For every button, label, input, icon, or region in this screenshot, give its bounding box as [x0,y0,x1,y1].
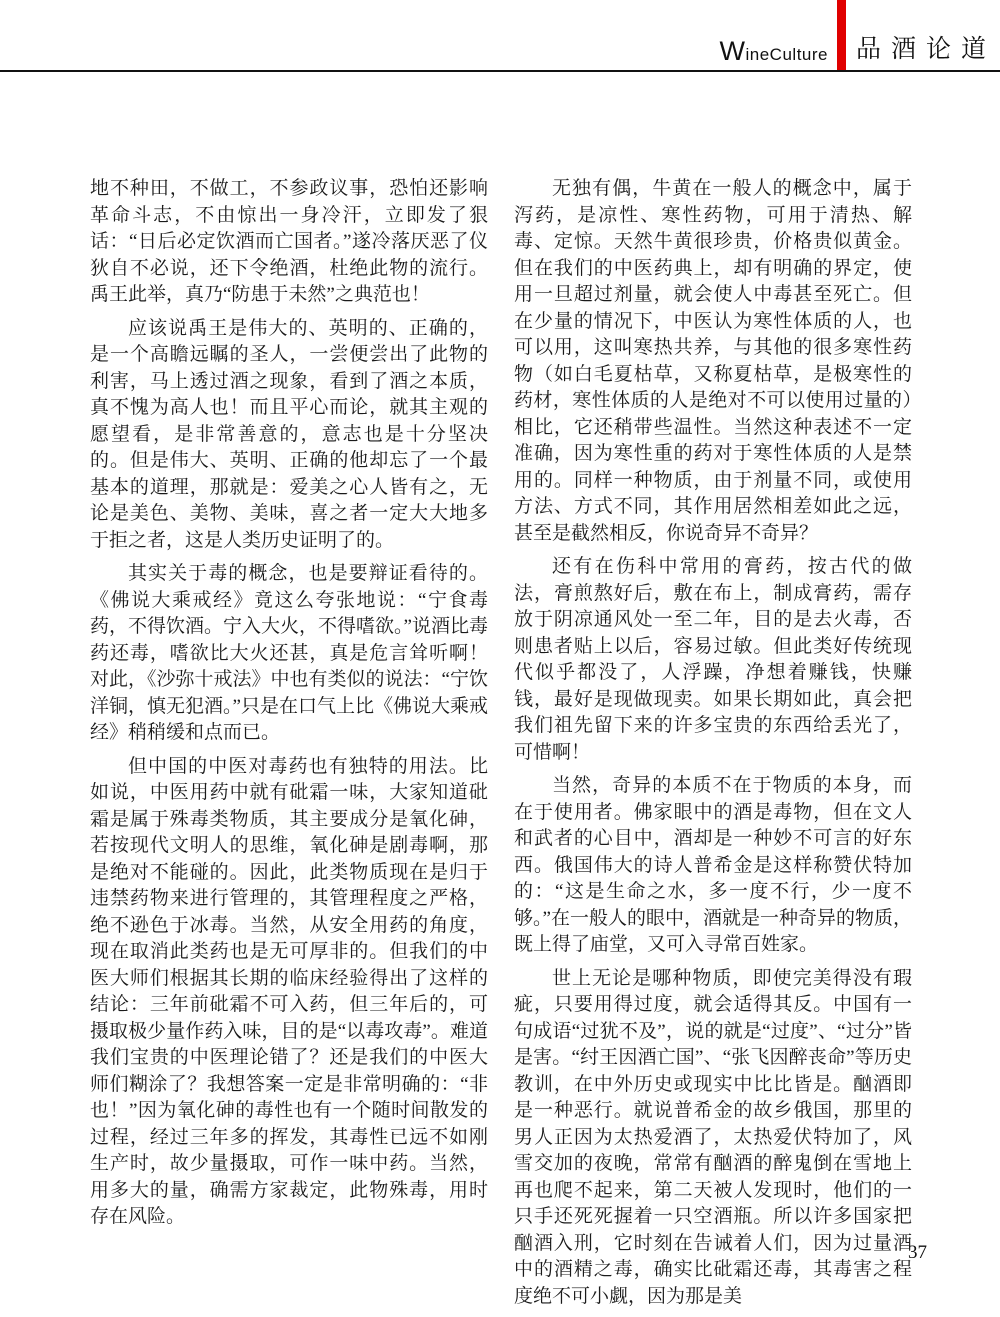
section-title: 品酒论道 [856,35,997,63]
article-body [90,176,912,1317]
paragraph: 但中国的中医对毒药也有独特的用法。比如说，中医用药中就有砒霜一味，大家知道砒霜是属于殊毒类物质，其主要成分是氧化砷，若按现代文明人的思维，氧化砷是剧毒啊，那是绝对不能碰的。因此，此类物质现在是归于违禁药物来进行管理的，其管理程度之严格，绝不逊色于冰毒。当然，从安全用药的角度，现在取消此类药也是无可厚非的。但我们的中医大师们根据其长期的临床经验得出了这样的结论：三年前砒霜不可入药，但三年后的，可摄取极少量作药入味，目的是“以毒攻毒”。难道我们宝贵的中医理论错了？还是我们的中医大师们糊涂了？我想答案一定是非常明确的：“非也！”因为氧化砷的毒性也有一个随时间散发的过程，经过三年多的挥发，其毒性已远不如刚生产时，故少量摄取，可作一味中药。当然，用多大的量，确需方家裁定，此物殊毒，用时存在风险。 [90,755,488,1227]
red-accent-bar [837,0,846,70]
paragraph: 还有在伤科中常用的膏药，按古代的做法，膏煎熬好后，敷在布上，制成膏药，需存放于阴凉通风处一至二年，目的是去火毒，否则患者贴上以后，容易过敏。但此类好传统现代似乎都没了，人浮躁，净想着赚钱，快赚钱，最好是现做现卖。如果长期如此，真会把我们祖先留下来的许多宝贵的东西给丢光了，可惜啊！ [514,556,912,763]
article-right-column [514,176,912,1317]
paragraph: 当然，奇异的本质不在于物质的本身，而在于使用者。佛家眼中的酒是毒物，但在文人和武者的心目中，酒却是一种妙不可言的好东西。俄国伟大的诗人普希金是这样称赞伏特加的：“这是生命之水，多一度不行，少一度不够。”在一般人的眼中，酒就是一种奇异的物质，既上得了庙堂，又可入寻常百姓家。 [514,775,912,955]
page-number: 37 [908,1242,927,1263]
paragraph: 世上无论是哪种物质，即使完美得没有瑕疵，只要用得过度，就会适得其反。中国有一句成语“过犹不及”，说的就是“过度”、“过分”皆是害。“纣王因酒亡国”、“张飞因醉丧命”等历史教训，在中外历史或现实中比比皆是。酗酒即是一种恶行。就说普希金的故乡俄国，那里的男人正因为太热爱酒了，太热爱伏特加了，风雪交加的夜晚，常常有酗酒的醉鬼倒在雪地上再也爬不起来，第二天被人发现时，他们的一只手还死死握着一只空酒瓶。所以许多国家把酗酒入刑，它时刻在告诫着人们，因为过量酒中的酒精之毒，确实比砒霜还毒，其毒害之程度绝不可小觑，因为那是美 [514,967,912,1307]
header-divider [0,70,1000,72]
magazine-brand: WineCulture [719,36,828,66]
paragraph: 地不种田，不做工，不参政议事，恐怕还影响革命斗志，不由惊出一身冷汗，立即发了狠话：“日后必定饮酒而亡国者。”遂冷落厌恶了仪狄自不必说，还下令绝酒，杜绝此物的流行。禹王此举，真乃“防患于未然”之典范也！ [90,178,488,305]
paragraph: 其实关于毒的概念，也是要辩证看待的。《佛说大乘戒经》竟这么夸张地说：“宁食毒药，不得饮酒。宁入大火，不得嗜欲。”说酒比毒药还毒，嗜欲比大火还甚，真是危言耸听啊！对此，《沙弥十戒法》中也有类似的说法：“宁饮洋铜，慎无犯酒。”只是在口气上比《佛说大乘戒经》稍稍缓和点而已。 [90,563,488,743]
paragraph: 应该说禹王是伟大的、英明的、正确的，是一个高瞻远瞩的圣人，一尝便尝出了此物的利害，马上透过酒之现象，看到了酒之本质，真不愧为高人也！而且平心而论，就其主观的愿望看，是非常善意的，意志也是十分坚决的。但是伟大、英明、正确的他却忘了一个最基本的道理，那就是：爱美之心人皆有之，无论是美色、美物、美味，喜之者一定大大地多于拒之者，这是人类历史证明了的。 [90,317,488,551]
article-left-column [90,176,488,1317]
paragraph: 无独有偶，牛黄在一般人的概念中，属于泻药，是凉性、寒性药物，可用于清热、解毒、定惊。天然牛黄很珍贵，价格贵似黄金。但在我们的中医药典上，却有明确的界定，使用一旦超过剂量，就会使人中毒甚至死亡。但在少量的情况下，中医认为寒性体质的人，也可以用，这叫寒热共养，与其他的很多寒性药物（如白毛夏枯草，又称夏枯草，是极寒性的药材，寒性体质的人是绝对不可以使用过量的）相比，它还稍带些温性。当然这种表述不一定准确，因为寒性重的药对于寒性体质的人是禁用的。同样一种物质，由于剂量不同，或使用方法、方式不同，其作用居然相差如此之远，甚至是截然相反，你说奇异不奇异？ [514,178,912,544]
